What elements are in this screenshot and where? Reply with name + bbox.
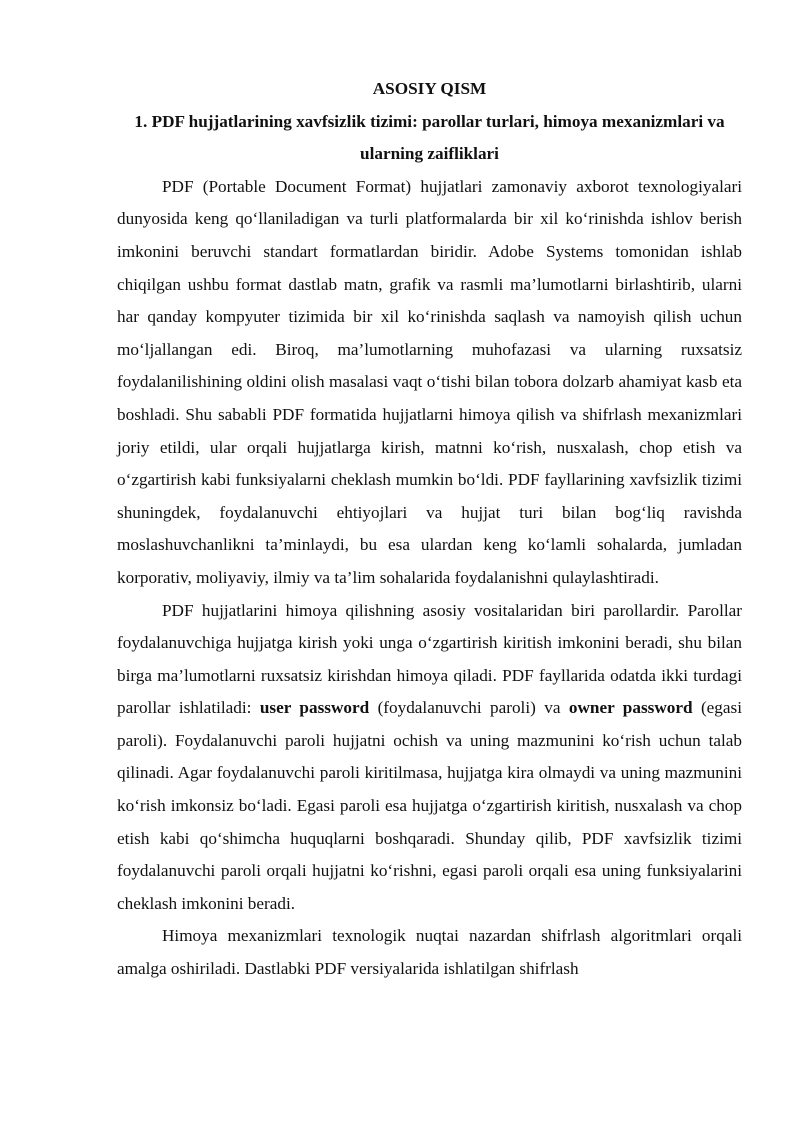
paragraph-passwords [117, 595, 742, 921]
section-title: ASOSIY QISM [372, 79, 487, 98]
paragraph-passwords-text-1: PDF hujjatlarini himoya qilishning asosiy vositalaridan biri parollardir. Parollar foydalanuvchiga hujjatga kirish yoki unga o‘zgartirish kiritish imkonini beradi, shu bilan birga ma’lumotlarni ruxsatsiz kirishdan himoya qiladi. PDF fayllarida odatda ikki turdagi parollar ishlatiladi: [117, 600, 742, 718]
paragraph-intro: PDF (Portable Document Format) hujjatlari zamonaviy axborot texnologiyalari dunyosida keng qo‘llaniladigan va turli platformalarda bir xil ko‘rinishda ishlov berish imkonini beruvchi standart formatlardan biridir. Adobe Systems tomonidan ishlab chiqilgan ushbu format dastlab matn, grafik va rasmli ma’lumotlarni birlashtirib, ularni har qanday kompyuter tizimida bir xil ko‘rinishda saqlash va namoyish qilish uchun mo‘ljallangan edi. Biroq, ma’lumotlarning muhofazasi va ularning ruxsatsiz foydalanilishining oldini olish masalasi vaqt o‘tishi bilan tobora dolzarb ahamiyat kasb eta boshladi. Shu sababli PDF formatida hujjatlarni himoya qilish va shifrlash mexanizmlari joriy etildi, ular orqali hujjatlarga kirish, matnni ko‘rish, nusxalash, chop etish va o‘zgartirish kabi funksiyalarni cheklash mumkin bo‘ldi. PDF fayllarining xavfsizlik tizimi shuningdek, foydalanuvchi ehtiyojlari va hujjat turi bilan bog‘liq ravishda moslashuvchanlikni ta’minlaydi, bu esa ulardan keng ko‘lamli sohalarda, jumladan korporativ, moliyaviy, ilmiy va ta’lim sohalarida foydalanishni qulaylashtiradi. [117, 176, 742, 587]
term-user-password: user password [259, 698, 370, 718]
chapter-heading: 1. PDF hujjatlarining xavfsizlik tizimi: parollar turlari, himoya mexanizmlari va ularning zaifliklari [134, 111, 725, 164]
paragraph-passwords-text-2: (foydalanuvchi paroli) va [369, 698, 569, 718]
document-page [117, 73, 742, 986]
paragraph-passwords-text-3: (egasi paroli). Foydalanuvchi paroli hujjatni ochish va uning mazmunini ko‘rish uchun talab qilinadi. Agar foydalanuvchi paroli kiritilmasa, hujjatga kira olmaydi va uning mazmunini ko‘rish imkonsiz bo‘ladi. Egasi paroli esa hujjatga o‘zgartirish kiritish, nusxalash va chop etish kabi qo‘shimcha huquqlarni boshqaradi. Shunday qilib, PDF xavfsizlik tizimi foydalanuvchi paroli orqali hujjatni ko‘rishni, egasi paroli orqali esa uning funksiyalarini cheklash imkonini beradi. [117, 698, 742, 913]
term-owner-password: owner password [568, 698, 693, 718]
paragraph-mechanisms: Himoya mexanizmlari texnologik nuqtai nazardan shifrlash algoritmlari orqali amalga oshiriladi. Dastlabki PDF versiyalarida ishlatilgan shifrlash [117, 926, 742, 979]
